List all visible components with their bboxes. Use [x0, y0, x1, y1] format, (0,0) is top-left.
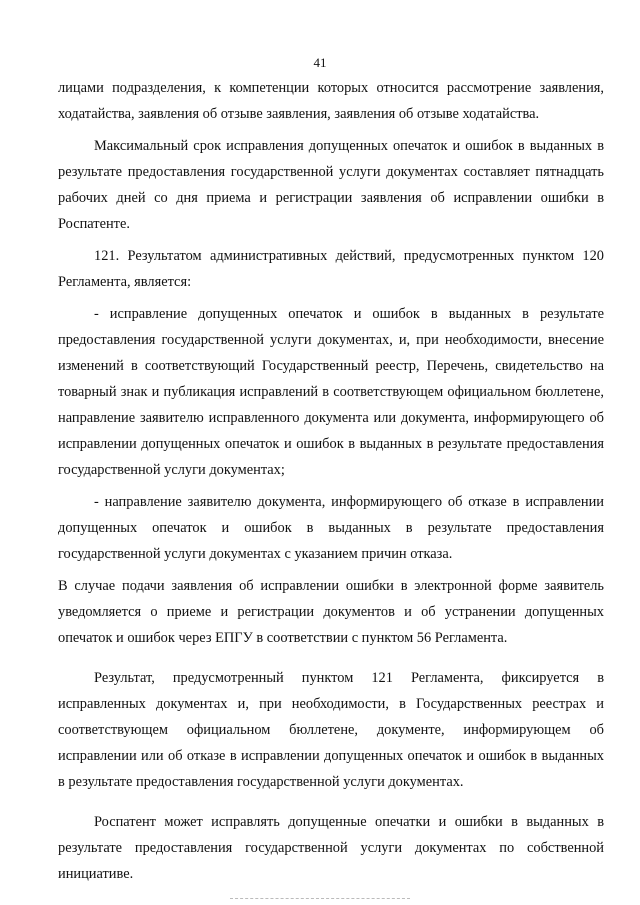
paragraph-121-heading: 121. Результатом административных действий, предусмотренных пунктом 120 Регламента, является:: [58, 248, 604, 290]
paragraph-own-initiative: Роспатент может исправлять допущенные опечатки и ошибки в выданных в результате предоставления государственной услуги документах по собственной инициативе.: [58, 814, 604, 882]
paragraph-result-fixed: Результат, предусмотренный пунктом 121 Регламента, фиксируется в исправленных документах и, при необходимости, в Государственных реестрах и соответствующем официальном бюллетене, документе, информирующем об исправлении или об отказе в исправлении допущенных опечаток и ошибок в выданных в результате предоставления государственной услуги документах.: [58, 670, 604, 790]
list-item-refusal: - направление заявителю документа, информирующего об отказе в исправлении допущенных опечаток и ошибок в выданных в результате предоставления государственной услуги документах с указанием причин отказа.: [58, 494, 604, 562]
page-number: 41: [313, 55, 327, 70]
paragraph-electronic-form: В случае подачи заявления об исправлении ошибки в электронной форме заявитель уведомляется о приеме и регистрации документов и об устранении допущенных опечаток и ошибок через ЕПГУ в соответствии с пунктом 56 Регламента.: [58, 578, 604, 646]
bottom-divider: [230, 898, 410, 899]
list-item-correction: - исправление допущенных опечаток и ошибок в выданных в результате предоставления государственной услуги документах, и, при необходимости, внесение изменений в соответствующий Государственный реестр, Перечень, свидетельство на товарный знак и публикация исправлений в соответствующем официальном бюллетене, направление заявителю исправленного документа или документа, информирующего об исправлении допущенных опечаток и ошибок в выданных в результате предоставления государственной услуги документах;: [58, 306, 604, 478]
document-body: [58, 75, 604, 887]
paragraph-deadline: Максимальный срок исправления допущенных опечаток и ошибок в выданных в результате предоставления государственной услуги документах составляет пятнадцать рабочих дней со дня приема и регистрации заявления об исправлении ошибки в Роспатенте.: [58, 138, 604, 232]
paragraph-continuation: лицами подразделения, к компетенции которых относится рассмотрение заявления, ходатайства, заявления об отзыве заявления, заявления об отзыве ходатайства.: [58, 80, 604, 122]
